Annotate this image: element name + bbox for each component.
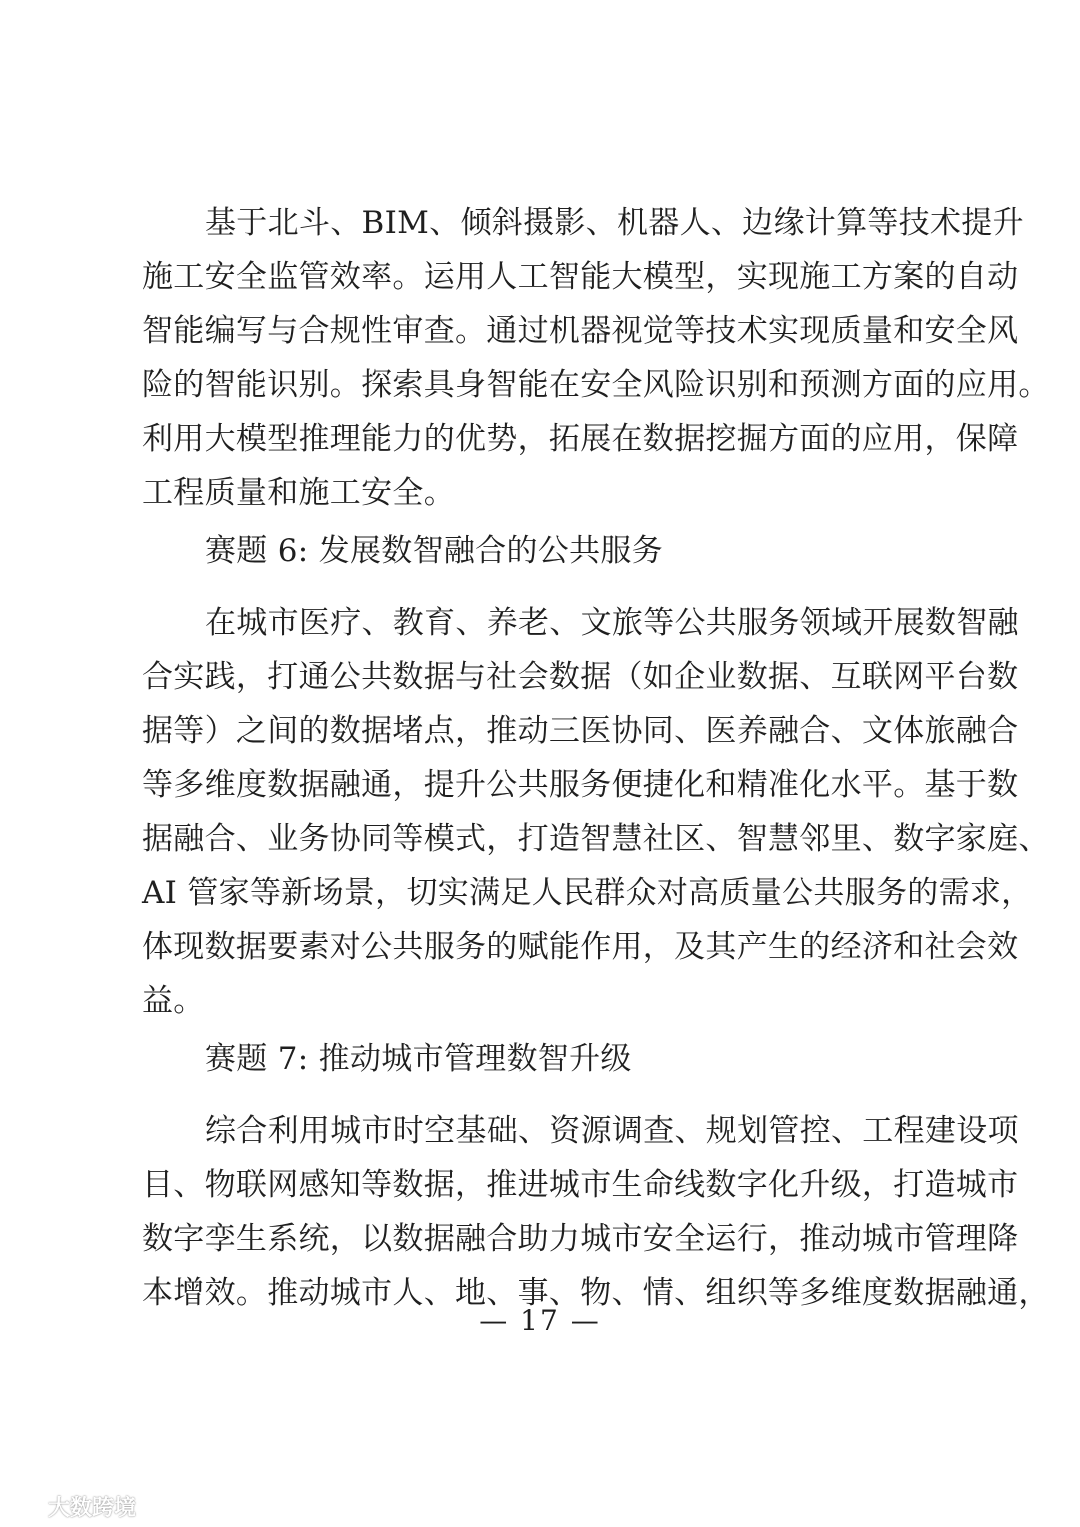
paragraph-2-line-1: 在城市医疗、教育、养老、文旅等公共服务领域开展数智融 bbox=[205, 605, 1019, 641]
paragraph-1-line-2: 施工安全监管效率。运用人工智能大模型，实现施工方案的自动 bbox=[142, 259, 1019, 295]
paragraph-3-line-1: 综合利用城市时空基础、资源调查、规划管控、工程建设项 bbox=[205, 1113, 1019, 1149]
watermark bbox=[4, 1490, 136, 1522]
paragraph-3-line-3: 数字孪生系统，以数据融合助力城市安全运行，推动城市管理降 bbox=[142, 1221, 1019, 1257]
paragraph-2-line-2: 合实践，打通公共数据与社会数据（如企业数据、互联网平台数 bbox=[142, 659, 1019, 695]
paragraph-3-line-4: 本增效。推动城市人、地、事、物、情、组织等多维度数据融通， bbox=[142, 1275, 1050, 1311]
paragraph-2-line-7: 体现数据要素对公共服务的赋能作用，及其产生的经济和社会效 bbox=[142, 929, 1019, 965]
weibo-icon bbox=[4, 1491, 42, 1521]
paragraph-1-line-5: 利用大模型推理能力的优势，拓展在数据挖掘方面的应用，保障 bbox=[142, 421, 1019, 457]
paragraph-2-line-8: 益。 bbox=[142, 983, 205, 1019]
section-heading-6: 赛题 6: 发展数智融合的公共服务 bbox=[205, 533, 663, 569]
paragraph-1-line-4: 险的智能识别。探索具身智能在安全风险识别和预测方面的应用。 bbox=[142, 367, 1050, 403]
page-number: — 17 — bbox=[479, 1304, 601, 1337]
paragraph-2-line-4: 等多维度数据融通，提升公共服务便捷化和精准化水平。基于数 bbox=[142, 767, 1019, 803]
paragraph-2-line-3: 据等）之间的数据堵点，推动三医协同、医养融合、文体旅融合 bbox=[142, 713, 1019, 749]
paragraph-2-line-5: 据融合、业务协同等模式，打造智慧社区、智慧邻里、数字家庭、 bbox=[142, 821, 1050, 857]
paragraph-1-line-1: 基于北斗、BIM、倾斜摄影、机器人、边缘计算等技术提升 bbox=[205, 205, 1024, 241]
paragraph-1-line-3: 智能编写与合规性审查。通过机器视觉等技术实现质量和安全风 bbox=[142, 313, 1019, 349]
paragraph-1-line-6: 工程质量和施工安全。 bbox=[142, 475, 455, 511]
watermark-text: 大数跨境 bbox=[48, 1495, 137, 1521]
section-heading-7: 赛题 7: 推动城市管理数智升级 bbox=[205, 1041, 632, 1077]
paragraph-2-line-6: AI 管家等新场景，切实满足人民群众对高质量公共服务的需求， bbox=[142, 875, 1033, 911]
paragraph-3-line-2: 目、物联网感知等数据，推进城市生命线数字化升级，打造城市 bbox=[142, 1167, 1019, 1203]
